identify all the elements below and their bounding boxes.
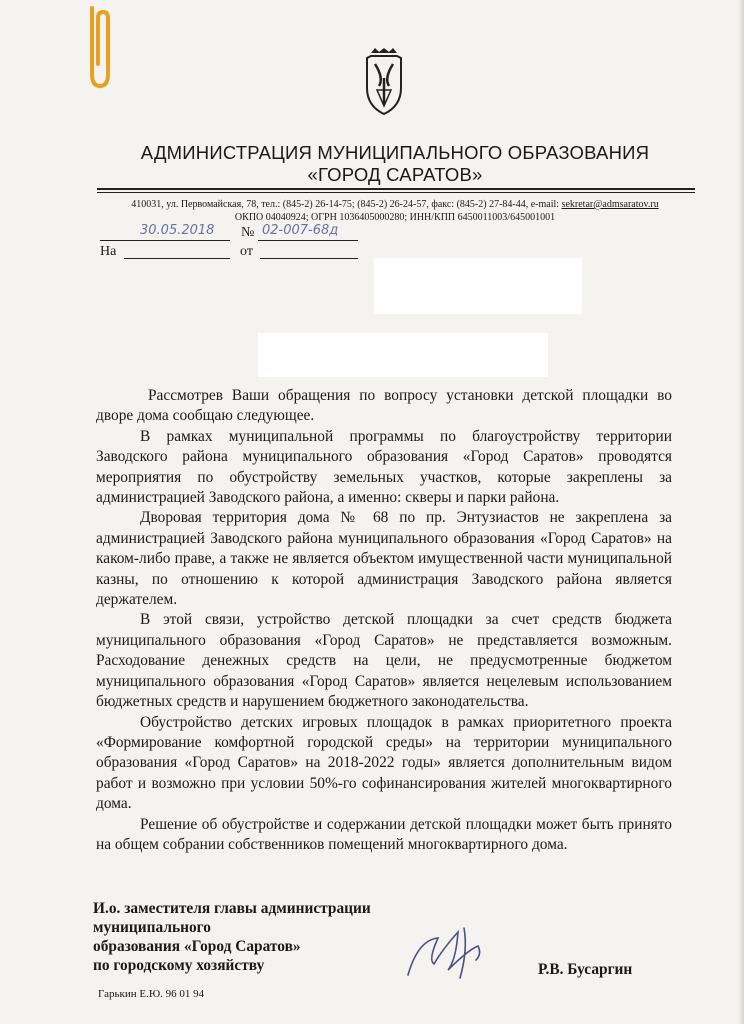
on-underline <box>124 258 230 259</box>
contact-line2: ОКПО 04040924; ОГРН 1036405000280; ИНН/КПП 6450011003/645001001 <box>234 212 556 223</box>
letter-body <box>96 386 672 855</box>
page-edge-shadow <box>738 0 744 1024</box>
header-rule-thin <box>97 192 695 193</box>
signatory-line2: муниципального <box>93 919 211 936</box>
handwritten-number: 02-007-68д <box>262 223 339 238</box>
org-title-line1: АДМИНИСТРАЦИЯ МУНИЦИПАЛЬНОГО ОБРАЗОВАНИЯ <box>140 142 650 163</box>
redacted-block-1 <box>374 258 582 314</box>
handwritten-date: 30.05.2018 <box>140 223 215 238</box>
paragraph-2: В рамках муниципальной программы по благоустройству территории Заводского района муниципального образования «Город Саратов» проводятся мероприятия по обустройству земельных участков, которые закреплены за администрацией Заводского района, а именно: скверы и парки района. <box>96 427 672 507</box>
contact-address: 410031, ул. Первомайская, 78, тел.: (845-2) 26-14-75; (845-2) 26-24-57, факс: (845-2) 27-84-44, e-mail: <box>131 199 562 210</box>
date-underline <box>100 240 230 241</box>
bleed-through <box>300 80 306 106</box>
number-underline <box>258 240 358 241</box>
on-label: На <box>100 244 117 259</box>
contact-line1 <box>90 198 700 211</box>
paragraph-5: Обустройство детских игровых площадок в рамках приоритетного проекта «Формирование комфортной городской среды» на территории муниципального образования «Город Саратов» на 2018-2022 годы» является дополнительным видом работ и возможно при условии 50%-го софинансирования жителей многоквартирного дома. <box>96 713 672 813</box>
signer-name: Р.В. Бусаргин <box>538 961 633 978</box>
executor-contact: Гарькин Е.Ю. 96 01 94 <box>98 988 205 1000</box>
paper-clip-icon <box>86 4 112 90</box>
handwritten-signature <box>398 920 518 980</box>
contact-email-link[interactable]: sekretar@admsaratov.ru <box>561 199 659 210</box>
org-title-line2: «ГОРОД САРАТОВ» <box>307 164 483 185</box>
paragraph-4: В этой связи, устройство детской площадки за счет средств бюджета муниципального образования «Город Саратов» не представляется возможным. Расходование денежных средств на цели, не предусмотренные бюджетом муниципального образования «Город Саратов» является нецелевым использованием бюджетных средств и нарушением бюджетного законодательства. <box>96 611 672 711</box>
no-label: № <box>241 225 255 240</box>
paragraph-6: Решение об обустройстве и содержании детской площадки может быть принято на общем собрании собственников помещений многоквартирного дома. <box>96 815 672 853</box>
signatory-line1: И.о. заместителя главы администрации <box>93 900 371 917</box>
signatory-position <box>93 899 371 975</box>
coat-of-arms-icon <box>359 48 409 118</box>
header-rule-thick <box>97 188 695 190</box>
paragraph-1: Рассмотрев Ваши обращения по вопросу установки детской площадки во дворе дома сообщаю следующее. <box>96 387 672 425</box>
redacted-block-2 <box>258 333 548 377</box>
signatory-line3: образования «Город Саратов» <box>93 938 301 955</box>
signatory-line4: по городскому хозяйству <box>93 957 265 974</box>
paragraph-3: Дворовая территория дома № 68 по пр. Энтузиастов не закреплена за администрацией Заводского района муниципального образования «Город Саратов» на каком-либо праве, а также не является объектом имущественной части муниципальной казны, по отношению к которой администрация Заводского района является держателем. <box>96 509 672 609</box>
from-underline <box>260 258 358 259</box>
from-label: от <box>240 244 253 259</box>
